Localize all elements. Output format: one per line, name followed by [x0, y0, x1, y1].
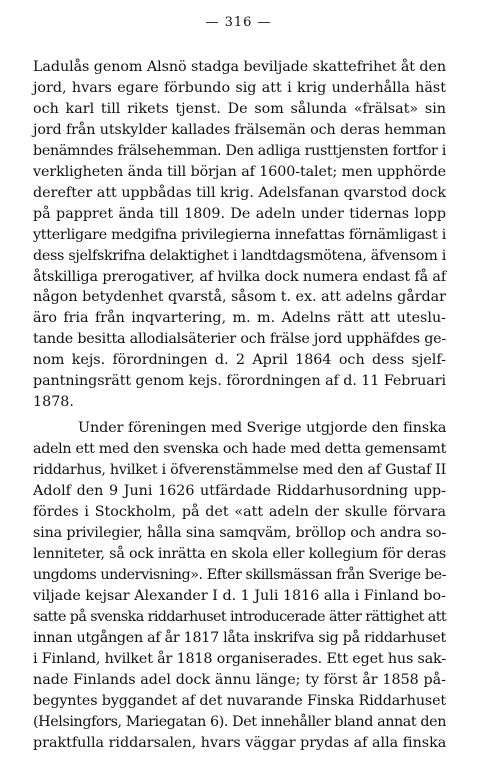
- text-line: nom kejs. förordningen d. 2 April 1864 och dess sjelf-: [33, 352, 446, 369]
- text-line: riddarhus, hvilket i öfverenstämmelse med den af Gustaf II: [33, 462, 446, 479]
- paragraph-1: [33, 57, 446, 413]
- text-line: åtskilliga prerogativer, af hvilka dock numera endast få af: [33, 268, 446, 285]
- text-line: på pappret ända till 1809. De adeln under tidernas lopp: [33, 205, 446, 222]
- text-line: i Finland, hvilket år 1818 organiserades. Ett eget hus sak-: [33, 650, 446, 667]
- text-line: 1878.: [33, 394, 74, 411]
- text-line: adeln ett med den svenska och hade med detta gemensamt: [33, 441, 446, 458]
- text-line: tande besitta allodialsäterier och frälse jord upphäfdes ge-: [33, 331, 447, 348]
- text-line: verkligheten ända till början af 1600-talet; men upphörde: [33, 163, 446, 180]
- text-line: lenniteter, så ock inrätta en skola eller kollegium för deras: [33, 545, 446, 562]
- text-line: pantningsrätt genom kejs. förordningen af d. 11 Februari: [33, 373, 447, 390]
- text-line: innan utgången af år 1817 låta inskrifva sig på riddarhuset: [33, 629, 446, 646]
- text-line: äro fria från inqvartering, m. m. Adelns rätt att uteslu-: [33, 310, 446, 327]
- text-line: jord, hvars egare förbundo sig att i krig underhålla häst: [33, 79, 446, 96]
- text-line: sina privilegier, hålla sina samqväm, bröllop och andra so-: [33, 524, 446, 541]
- text-line: ytterligare medgifna privilegierna innefattas förnämligast i: [33, 226, 446, 243]
- text-line: viljade kejsar Alexander I d. 1 Juli 1816 alla i Finland bo-: [33, 587, 446, 604]
- text-line: jord från utskylder kallades frälsemän och deras hemman: [33, 121, 447, 138]
- text-line: ungdoms undervisning». Efter skillsmässan från Sverige be-: [33, 566, 447, 583]
- text-line: Ladulås genom Alsnö stadga beviljade skattefrihet åt den: [33, 59, 447, 75]
- text-line: Under föreningen med Sverige utgjorde den finska: [78, 420, 447, 437]
- text-line: nade Finlands adel dock ännu länge; ty först år 1858 på-: [33, 671, 446, 688]
- text-line: satte på svenska riddarhuset introducerade ätter rättighet att: [33, 608, 446, 625]
- text-line: benämndes frälsehemman. Den adliga rusttjensten fortfor i: [33, 142, 447, 159]
- paragraph-2: [33, 418, 446, 753]
- text-line: derefter att uppbådas till krig. Adelsfanan qvarstod dock: [33, 184, 446, 201]
- text-line: fördes i Stockholm, på det «att adeln der skulle förvara: [33, 504, 446, 521]
- text-line: praktfulla riddarsalen, hvars väggar prydas af alla finska: [33, 734, 447, 751]
- text-line: någon betydenhet qvarstå, såsom t. ex. att adelns gårdar: [33, 289, 446, 306]
- text-line: Adolf den 9 Juni 1626 utfärdade Riddarhusordning upp-: [33, 483, 446, 500]
- text-line: (Helsingfors, Mariegatan 6). Det innehåller bland annat den: [33, 713, 446, 730]
- text-line: och karl till rikets tjenst. De som sålunda «frälsat» sin: [33, 100, 446, 117]
- text-line: begyntes byggandet af det nuvarande Finska Riddarhuset: [33, 692, 446, 709]
- text-line: dess sjelfskrifna delaktighet i landtdagsmötena, äfvensom i: [33, 247, 446, 264]
- page-number: — 316 —: [205, 15, 272, 30]
- body-text: [33, 57, 446, 753]
